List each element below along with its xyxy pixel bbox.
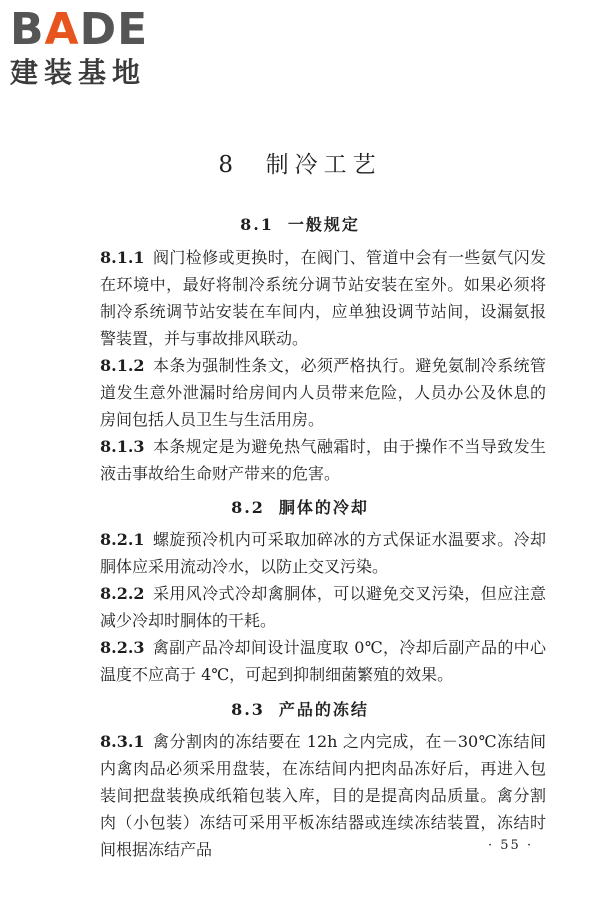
clause-text: 采用风冷式冷却禽胴体，可以避免交叉污染，但应注意减少冷却时胴体的干耗。 <box>100 584 546 630</box>
clause-paragraph <box>100 433 546 487</box>
clause-text: 螺旋预冷机内可采取加碎冰的方式保证水温要求。冷却胴体应采用流动冷水，以防止交叉污染。 <box>100 530 546 576</box>
clause-number: 8.1.2 <box>100 356 145 375</box>
brand-logo <box>10 4 180 94</box>
clause-paragraph <box>100 526 546 580</box>
clause-text: 禽分割肉的冻结要在 12h 之内完成，在－30℃冻结间内禽肉品必须采用盘装，在冻结间内把肉品冻好后，再进入包装间把盘装换成纸箱包装入库，目的是提高肉品质量。禽分割肉（小包装）冻结可采用平板冻结器或连续冻结装置，冻结时间根据冻结产品 <box>100 732 546 859</box>
clause-number: 8.1.3 <box>100 437 145 456</box>
section-heading: 8.2 胴体的冷却 <box>231 498 369 517</box>
chapter-title-text: 制冷工艺 <box>265 152 382 178</box>
logo-wordmark: BADE <box>10 4 149 55</box>
chapter-number: 8 <box>218 152 239 178</box>
clause-number: 8.2.3 <box>100 638 145 657</box>
clause-text: 禽副产品冷却间设计温度取 0℃，冷却后副产品的中心温度不应高于 4℃，可起到抑制细菌繁殖的效果。 <box>100 638 546 684</box>
clause-paragraph <box>100 580 546 634</box>
clause-paragraph <box>100 244 546 352</box>
clause-number: 8.2.2 <box>100 584 145 603</box>
clause-text: 本条为强制性条文，必须严格执行。避免氨制冷系统管道发生意外泄漏时给房间内人员带来危险，人员办公及休息的房间包括人员卫生与生活用房。 <box>100 356 546 429</box>
clause-number: 8.3.1 <box>100 732 145 751</box>
clause-paragraph <box>100 352 546 433</box>
clause-paragraph <box>100 728 546 863</box>
clause-number: 8.1.1 <box>100 248 145 267</box>
chapter-title <box>0 146 600 179</box>
page-number: · 55 · <box>488 838 534 853</box>
section-heading: 8.1 一般规定 <box>240 215 360 234</box>
section-heading: 8.3 产品的冻结 <box>231 700 369 719</box>
clause-text: 本条规定是为避免热气融霜时，由于操作不当导致发生液击事故给生命财产带来的危害。 <box>100 437 546 483</box>
clause-paragraph <box>100 634 546 688</box>
logo-subtitle: 建装基地 <box>10 56 147 89</box>
clause-number: 8.2.1 <box>100 530 145 549</box>
clause-text: 阀门检修或更换时，在阀门、管道中会有一些氨气闪发在环境中，最好将制冷系统分调节站安装在室外。如果必须将制冷系统调节站安装在车间内，应单独设调节站间，设漏氨报警装置，并与事故排风联动。 <box>100 248 546 348</box>
